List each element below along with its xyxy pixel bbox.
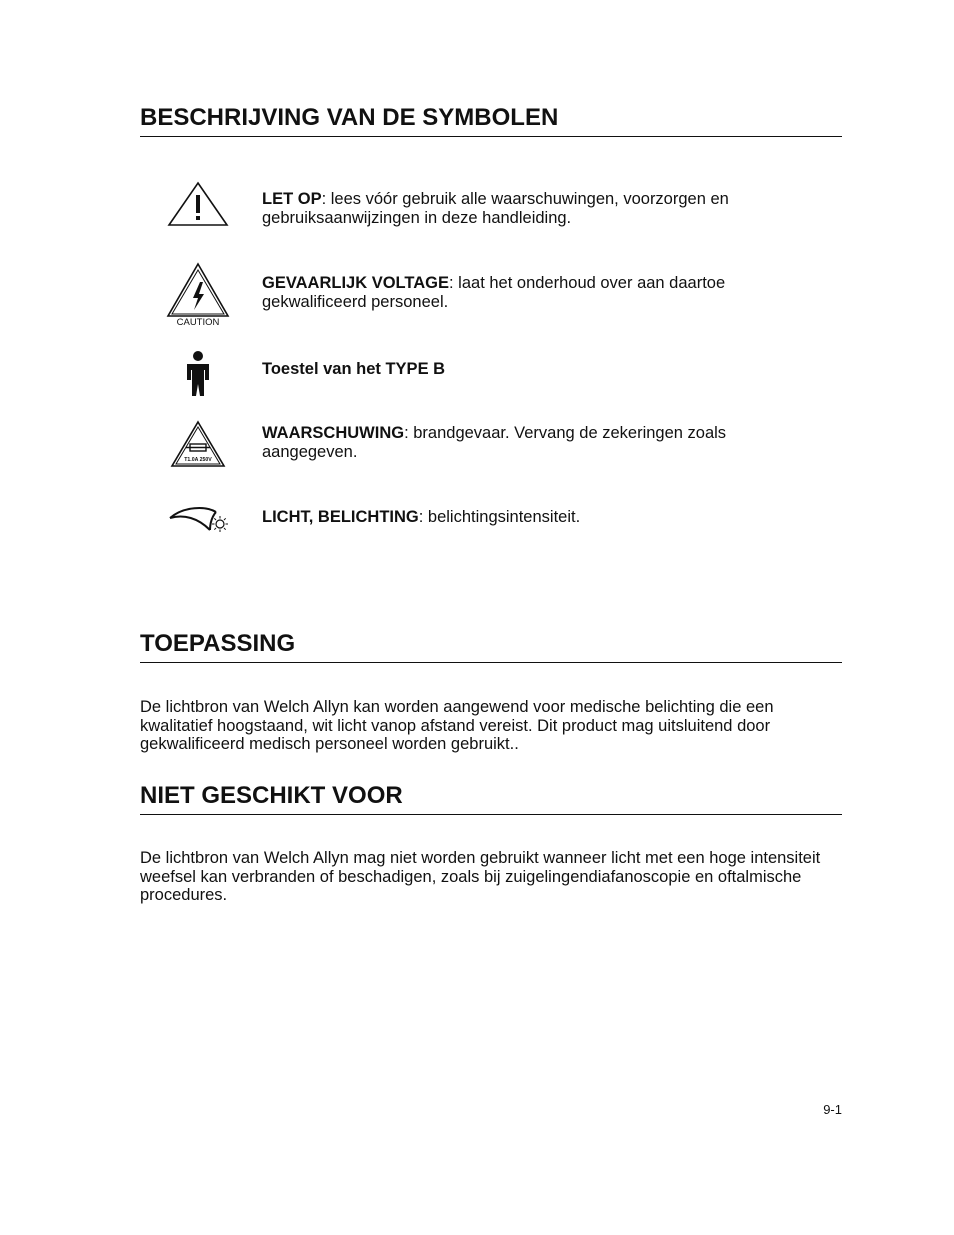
symbol-desc: : brandgevaar. Vervang de zekeringen zoals aangegeven.	[262, 424, 727, 461]
type-b-person-icon	[140, 350, 256, 398]
symbol-description	[262, 508, 822, 527]
high-voltage-icon	[140, 262, 256, 332]
symbol-description	[262, 190, 822, 228]
symbol-term: LICHT, BELICHTING	[262, 508, 419, 526]
symbol-description	[262, 424, 822, 462]
symbol-desc: : laat het onderhoud over aan daartoe gekwalificeerd personeel.	[262, 274, 726, 311]
symbol-term: LET OP	[262, 190, 322, 208]
section-title-symbols: BESCHRIJVING VAN DE SYMBOLEN	[140, 104, 842, 137]
section-title-application: TOEPASSING	[140, 630, 842, 663]
symbol-desc: : lees vóór gebruik alle waarschuwingen, voorzorgen en gebruiksaanwijzingen in deze handleiding.	[262, 190, 729, 227]
symbol-desc: : belichtingsintensiteit.	[418, 508, 581, 526]
symbol-term: GEVAARLIJK VOLTAGE	[262, 274, 450, 292]
symbol-term: Toestel van het TYPE B	[262, 360, 446, 378]
symbol-description	[262, 360, 822, 379]
fuse-warning-icon	[140, 420, 256, 468]
not-suitable-paragraph: De lichtbron van Welch Allyn mag niet worden gebruikt wanneer licht met een hoge intensiteit weefsel kan verbranden of beschadigen, zoals bij zuigelingendiafanoscopie en oftalmische procedures.	[140, 849, 821, 904]
warning-triangle-icon	[140, 180, 256, 228]
page-number: 9-1	[823, 1102, 842, 1117]
caution-label: CAUTION	[176, 317, 220, 328]
application-paragraph: De lichtbron van Welch Allyn kan worden aangewend voor medische belichting die een kwalitatief hoogstaand, wit licht vanop afstand vereist. Dit product mag uitsluitend door gekwalificeerd medisch personeel worden gebruikt..	[140, 698, 774, 753]
fuse-rating-label: T1.0A 250V	[184, 457, 212, 463]
section-title-not-suitable: NIET GESCHIKT VOOR	[140, 782, 842, 815]
light-intensity-icon	[140, 504, 256, 538]
symbol-term: WAARSCHUWING	[262, 424, 405, 442]
symbol-description	[262, 274, 822, 312]
